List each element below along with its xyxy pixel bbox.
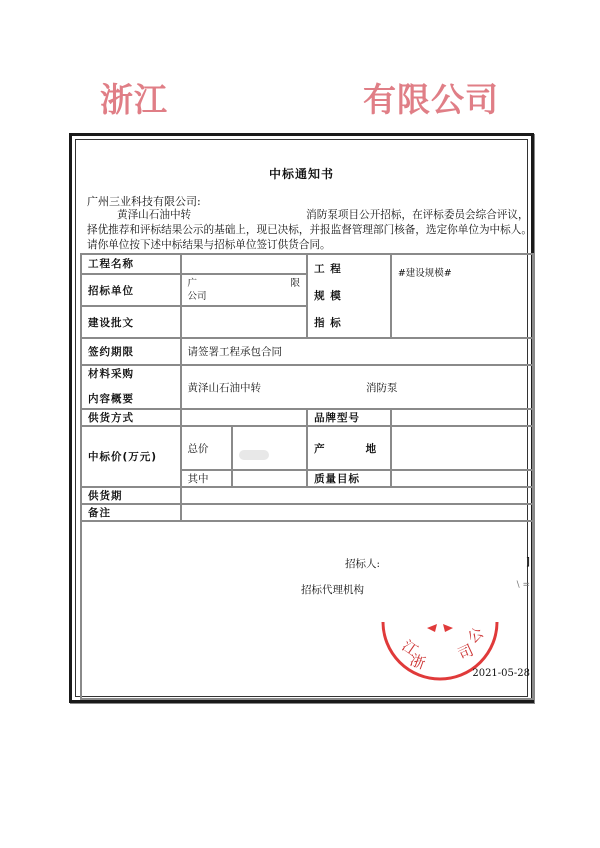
tenderer-tail: ] (525, 556, 530, 568)
svg-text:江: 江 (398, 636, 422, 660)
notice-date: 2021-05-28 (472, 668, 530, 679)
tender-unit-label: 招标单位 (81, 274, 181, 307)
svg-text:浙: 浙 (407, 650, 428, 673)
material-value-start: 黄泽山石油中转 (187, 381, 261, 394)
supply-method-label: 供货方式 (81, 409, 181, 426)
notice-paragraph (87, 208, 533, 253)
contract-period-label: 签约期限 (81, 338, 181, 365)
origin-label-1: 产 (314, 442, 326, 455)
notice-frame (69, 133, 534, 703)
origin-value (391, 426, 533, 470)
material-label-line1: 材料采购 (88, 368, 134, 380)
svg-text:公: 公 (464, 623, 488, 648)
company-name-prefix: 浙江 (100, 80, 168, 119)
origin-label-2: 地 (365, 442, 378, 455)
material-label-line2: 内容概要 (88, 393, 134, 405)
brand-model-value (391, 409, 533, 426)
redacted-region (239, 450, 269, 460)
redacted-region (168, 87, 363, 117)
tender-unit-line1: 广 (187, 278, 198, 290)
bid-price-label: 中标价(万元) (81, 426, 181, 487)
material-value (181, 365, 534, 409)
paragraph-rest: 消防泵项目公开招标，在评标委员会综合评议，择优推荐和评标结果公示的基础上，现已决标，并报监督管理部门核备，选定你单位为中标人。请你单位按下述中标结果与招标单位签订供货合同。 (87, 209, 532, 251)
material-value-end: 消防泵 (366, 381, 398, 394)
remarks-label: 备注 (81, 504, 181, 521)
agency-label: 招标代理机构 (301, 584, 364, 596)
project-name-value (181, 254, 308, 274)
agency-tail: \ = (516, 580, 530, 590)
project-scale-value: #建设规模# (391, 254, 533, 338)
material-label (81, 365, 181, 409)
contract-period-value: 请签署工程承包合同 (181, 338, 534, 365)
supply-method-value (181, 409, 308, 426)
origin-label (307, 426, 391, 470)
supply-period-label: 供货期 (81, 487, 181, 504)
paragraph-start: 黄泽山石油中转 (117, 209, 192, 221)
brand-model-label: 品牌型号 (307, 409, 391, 426)
document-title: 中标通知书 (268, 167, 334, 181)
total-price-label: 总价 (181, 426, 233, 470)
quality-target-label: 质量目标 (307, 470, 391, 487)
scale-label-line1: 工 程 (314, 263, 342, 275)
award-table (80, 253, 534, 700)
project-name-label: 工程名称 (81, 254, 181, 274)
approval-value (181, 306, 308, 338)
remarks-value (181, 504, 534, 521)
svg-text:司: 司 (455, 640, 477, 664)
salutation: 广州三业科技有限公司: (87, 195, 201, 208)
among-label: 其中 (181, 470, 233, 487)
supply-period-value (181, 487, 534, 504)
tender-unit-line2: 公司 (187, 291, 207, 303)
signature-area (82, 522, 532, 698)
notice-inner-frame (75, 139, 532, 697)
company-name-suffix: 有限公司 (363, 80, 499, 119)
among-value (232, 470, 307, 487)
scale-label-line3: 指 标 (314, 317, 342, 329)
tenderer-label: 招标人: (345, 558, 381, 570)
total-price-value (232, 426, 307, 470)
signature-cell (81, 521, 533, 699)
company-header (100, 74, 500, 124)
scale-label-line2: 规 模 (314, 290, 342, 302)
tender-unit-value (181, 274, 308, 307)
quality-target-value (391, 470, 533, 487)
project-scale-label (307, 254, 391, 338)
tender-unit-line1-end: 限 (290, 278, 301, 290)
approval-label: 建设批文 (81, 306, 181, 338)
